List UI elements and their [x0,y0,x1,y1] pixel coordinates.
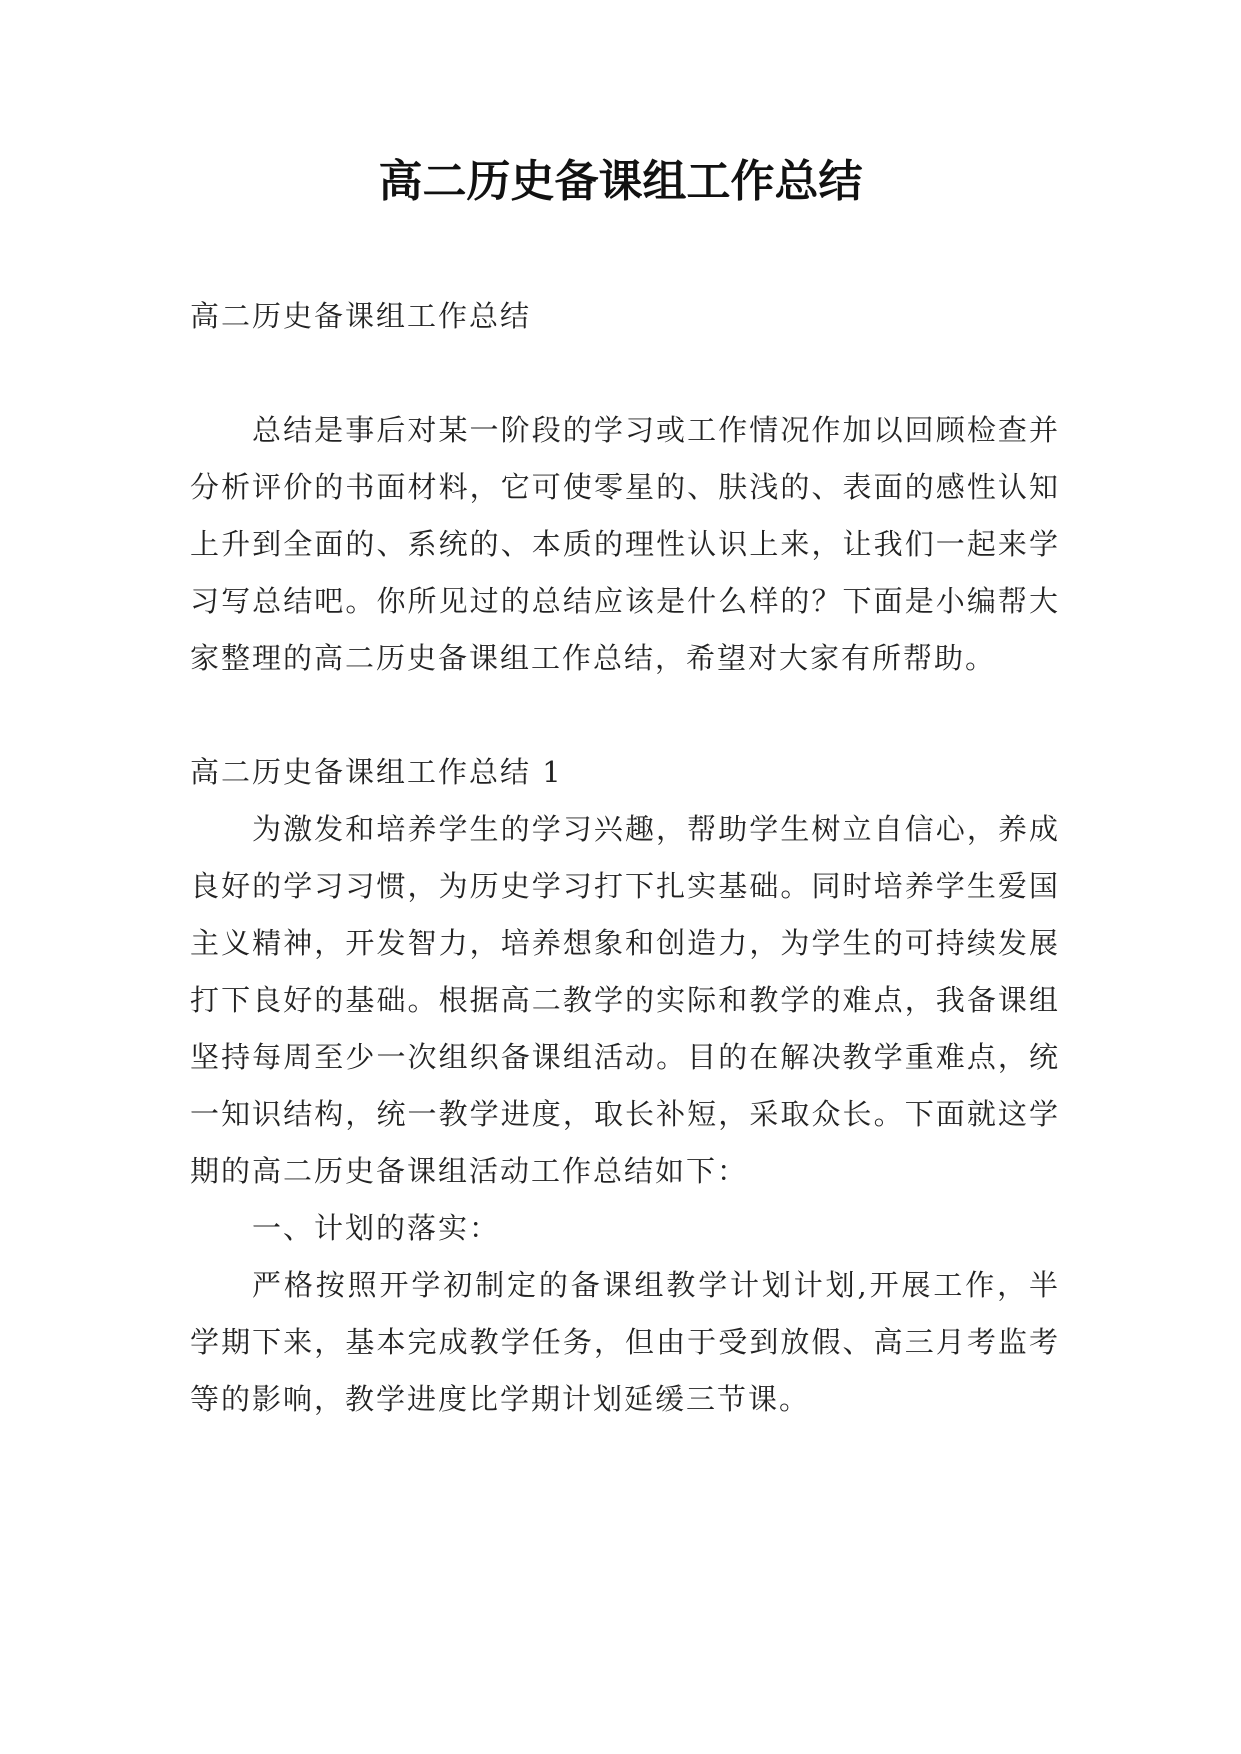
intro-paragraph: 总结是事后对某一阶段的学习或工作情况作加以回顾检查并分析评价的书面材料，它可使零星的、肤浅的、表面的感性认知上升到全面的、系统的、本质的理性认识上来，让我们一起来学习写总结吧。你所见过的总结应该是什么样的？下面是小编帮大家整理的高二历史备课组工作总结，希望对大家有所帮助。 [190,413,1060,675]
section-heading: 高二历史备课组工作总结 1 [190,755,563,789]
document-title: 高二历史备课组工作总结 [378,156,863,207]
section-paragraph: 为激发和培养学生的学习兴趣，帮助学生树立自信心，养成良好的学习习惯，为历史学习打下扎实基础。同时培养学生爱国主义精神，开发智力，培养想象和创造力，为学生的可持续发展打下良好的基础。根据高二教学的实际和教学的难点，我备课组坚持每周至少一次组织备课组活动。目的在解决教学重难点，统一知识结构，统一教学进度，取长补短，采取众长。下面就这学期的高二历史备课组活动工作总结如下： [190,812,1060,1188]
point-paragraph: 严格按照开学初制定的备课组教学计划计划,开展工作，半学期下来，基本完成教学任务，但由于受到放假、高三月考监考等的影响，教学进度比学期计划延缓三节课。 [190,1268,1060,1416]
point-heading: 一、计划的落实： [252,1211,501,1245]
document-body [190,288,1060,1428]
document-subtitle: 高二历史备课组工作总结 [190,299,532,333]
